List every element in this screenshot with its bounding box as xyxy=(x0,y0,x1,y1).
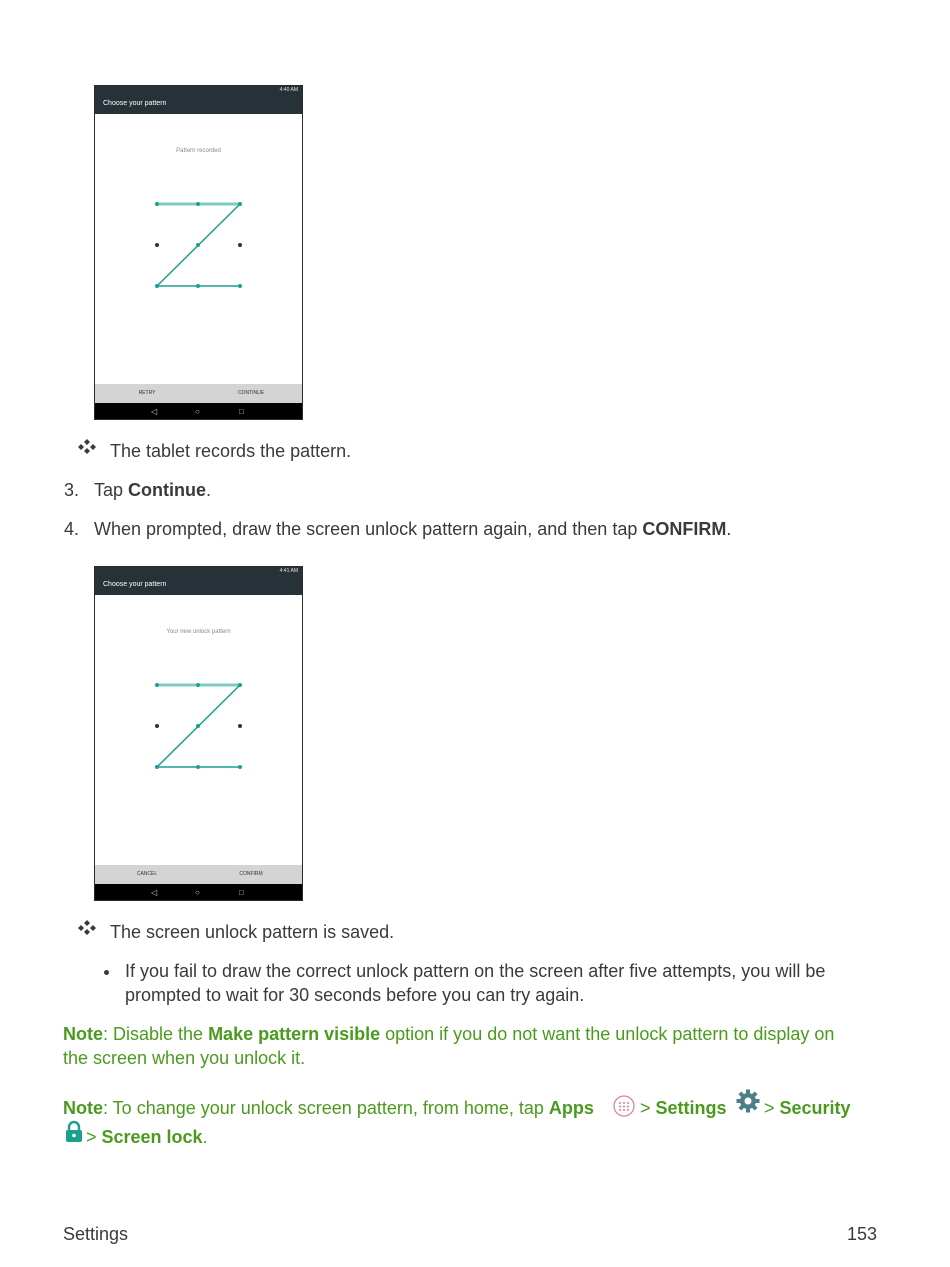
note-2-text: : To change your unlock screen pattern, from home, tap xyxy=(103,1098,549,1118)
back-icon[interactable]: ◁ xyxy=(151,888,158,897)
confirm-button[interactable]: CONFIRM xyxy=(239,871,263,877)
home-icon[interactable]: ○ xyxy=(195,407,200,416)
note-label: Note xyxy=(63,1024,103,1044)
note-label: Note xyxy=(63,1098,103,1118)
pattern-message: Pattern recorded xyxy=(176,148,221,154)
step-4-prefix: When prompted, draw the screen unlock pattern again, and then tap xyxy=(94,519,643,539)
pattern-dot xyxy=(196,683,200,687)
pattern-dot xyxy=(196,284,200,288)
pattern-dot xyxy=(155,724,159,728)
status-time: 4:40 AM xyxy=(279,87,298,93)
apps-label: Apps xyxy=(548,1098,594,1118)
nav-bar xyxy=(95,884,302,901)
confirm-label: CONFIRM xyxy=(642,519,727,539)
diamond-bullet-icon xyxy=(77,438,97,458)
security-label: Security xyxy=(779,1098,851,1118)
pattern-dot xyxy=(238,683,242,687)
pattern-dot xyxy=(155,683,159,687)
pattern-dot xyxy=(196,765,200,769)
nav-bar xyxy=(95,403,302,420)
period: . xyxy=(202,1127,208,1147)
phone-screenshot-confirm-pattern xyxy=(94,566,303,901)
button-bar xyxy=(95,865,302,884)
continue-button[interactable]: CONTINUE xyxy=(237,390,265,396)
sub-bullet-line-1: If you fail to draw the correct unlock pattern on the screen after five attempts, you will be xyxy=(125,961,826,981)
page-number: 153 xyxy=(847,1224,878,1244)
separator: > xyxy=(86,1127,102,1147)
step-3-prefix: Tap xyxy=(94,480,129,500)
pattern-dot xyxy=(238,202,242,206)
step-number: 4. xyxy=(64,519,80,539)
pattern-message: Your new unlock pattern xyxy=(166,629,231,635)
pattern-dot xyxy=(196,243,200,247)
settings-label: Settings xyxy=(655,1098,727,1118)
pattern-dot xyxy=(238,724,242,728)
home-icon[interactable]: ○ xyxy=(195,888,200,897)
pattern-dot xyxy=(196,202,200,206)
pattern-dot xyxy=(155,202,159,206)
pattern-dot xyxy=(155,765,159,769)
pattern-dot xyxy=(155,284,159,288)
app-bar-title: Choose your pattern xyxy=(95,94,302,114)
lock-icon xyxy=(64,1120,84,1144)
separator: > xyxy=(764,1098,780,1118)
retry-button[interactable]: RETRY xyxy=(138,390,156,396)
screen-lock-label: Screen lock xyxy=(101,1127,203,1147)
app-bar-title: Choose your pattern xyxy=(95,575,302,595)
pattern-dot xyxy=(238,765,242,769)
apps-icon xyxy=(612,1094,636,1118)
make-pattern-visible-label: Make pattern visible xyxy=(208,1024,381,1044)
phone-screenshot-pattern-recorded xyxy=(94,85,303,420)
step-4-suffix: . xyxy=(726,519,732,539)
sub-bullet-line-2: prompted to wait for 30 seconds before you can try again. xyxy=(125,985,585,1005)
note-1-line-2: the screen when you unlock it. xyxy=(63,1048,306,1068)
note-2-settings xyxy=(640,1097,727,1120)
button-bar xyxy=(95,384,302,403)
step-number: 3. xyxy=(64,480,80,500)
footer-section-name: Settings xyxy=(63,1224,129,1244)
recents-icon[interactable]: □ xyxy=(239,407,244,416)
pattern-dot xyxy=(155,243,159,247)
status-time: 4:41 AM xyxy=(279,568,298,574)
step-4-text xyxy=(94,518,731,541)
round-bullet-icon xyxy=(104,970,109,975)
back-icon[interactable]: ◁ xyxy=(151,407,158,416)
bullet-text-saved: The screen unlock pattern is saved. xyxy=(110,922,395,942)
continue-label: Continue xyxy=(128,480,207,500)
pattern-dot xyxy=(238,243,242,247)
gear-icon xyxy=(735,1088,761,1114)
note-1-line-1 xyxy=(63,1023,834,1046)
separator: > xyxy=(640,1098,656,1118)
pattern-dot xyxy=(238,284,242,288)
diamond-bullet-icon xyxy=(77,919,97,939)
recents-icon[interactable]: □ xyxy=(239,888,244,897)
note-2-line-2 xyxy=(86,1126,208,1149)
unlock-pattern-grid[interactable] xyxy=(95,567,303,901)
pattern-dot xyxy=(196,724,200,728)
bullet-text-records: The tablet records the pattern. xyxy=(110,441,352,461)
step-3-text xyxy=(94,479,211,502)
note-2-line-1 xyxy=(63,1097,594,1120)
note-1-text: : Disable the xyxy=(103,1024,209,1044)
step-3-suffix: . xyxy=(206,480,212,500)
note-1-text: option if you do not want the unlock pattern to display on xyxy=(380,1024,835,1044)
unlock-pattern-grid[interactable] xyxy=(95,86,303,420)
note-2-security xyxy=(764,1097,851,1120)
cancel-button[interactable]: CANCEL xyxy=(136,871,158,877)
